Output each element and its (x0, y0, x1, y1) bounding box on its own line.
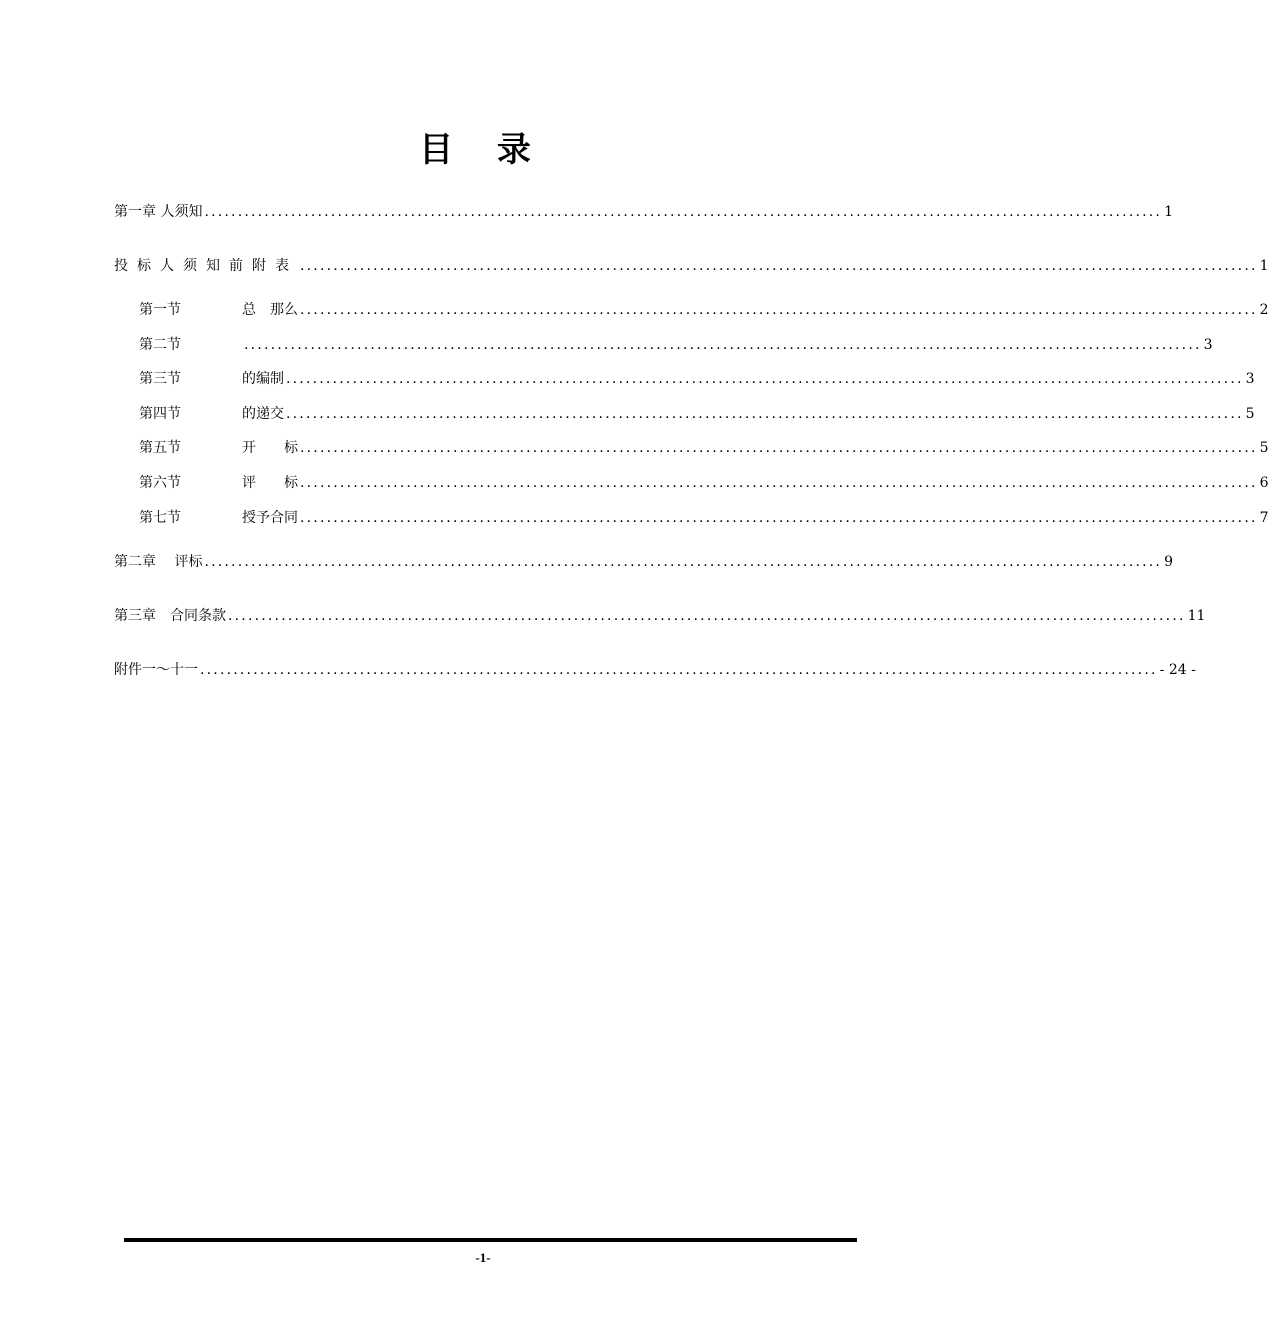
toc-section-title: 的编制 (242, 371, 284, 387)
toc-leader-dots: ................................................................................................................................................ (286, 406, 1244, 422)
toc-entry-chapter-2[interactable] (114, 551, 1174, 573)
toc-entry-label: 第三章 合同条款 (114, 608, 226, 624)
toc-entry-page: 5 (1259, 440, 1269, 456)
toc-entry-page: - 24 - (1159, 662, 1196, 678)
toc-entry-label: 第二章 评标 (114, 554, 203, 570)
toc-leader-dots: ................................................................................................................................................ (300, 475, 1258, 491)
toc-entry-page: 11 (1187, 608, 1206, 624)
toc-entry-page: 5 (1245, 406, 1255, 422)
toc-leader-dots: ................................................................................................................................................ (300, 510, 1258, 526)
toc-entry-page: 3 (1245, 371, 1255, 387)
toc-leader-dots: ................................................................................................................................................ (204, 554, 1163, 570)
toc-entry-section-7[interactable] (139, 507, 1269, 529)
toc-leader-dots: ................................................................................................................................................ (228, 608, 1186, 624)
toc-entry-page: 2 (1259, 302, 1269, 318)
toc-leader-dots: ................................................................................................................................................ (244, 337, 1202, 353)
toc-entry-section-6[interactable] (139, 472, 1269, 494)
footer-page-number: -1- (475, 1250, 491, 1265)
toc-entry-section-4[interactable] (139, 403, 1255, 425)
toc-section-number: 第五节 (139, 440, 181, 456)
toc-section-title: 授予合同 (242, 510, 298, 526)
toc-entry-chapter-1[interactable] (114, 201, 1174, 223)
toc-leader-dots: ................................................................................................................................................ (200, 662, 1158, 678)
toc-entry-appendix-table[interactable] (114, 255, 1269, 277)
page-title: 目 录 (419, 130, 547, 170)
toc-leader-dots: ................................................................................................................................................ (286, 371, 1244, 387)
toc-section-title: 总 那么 (242, 302, 298, 318)
toc-leader-dots: ................................................................................................................................................ (300, 258, 1258, 274)
toc-section-number: 第一节 (139, 302, 181, 318)
footer-divider (124, 1238, 857, 1242)
toc-entry-section-2[interactable] (139, 334, 1213, 356)
toc-entry-section-5[interactable] (139, 437, 1269, 459)
toc-section-title: 的递交 (242, 406, 284, 422)
toc-entry-page: 9 (1164, 554, 1174, 570)
toc-entry-attachments[interactable] (114, 659, 1196, 681)
toc-entry-page: 3 (1203, 337, 1213, 353)
toc-leader-dots: ................................................................................................................................................ (300, 440, 1258, 456)
toc-leader-dots: ................................................................................................................................................ (300, 302, 1258, 318)
toc-section-number: 第三节 (139, 371, 181, 387)
toc-entry-page: 7 (1259, 510, 1269, 526)
toc-leader-dots: ................................................................................................................................................ (204, 204, 1163, 220)
toc-entry-page: 6 (1259, 475, 1269, 491)
toc-entry-chapter-3[interactable] (114, 605, 1206, 627)
toc-section-number: 第七节 (139, 510, 181, 526)
toc-entry-label: 投标人须知前附表 (114, 258, 298, 274)
toc-entry-label: 附件一～十一 (114, 662, 198, 678)
toc-entry-section-3[interactable] (139, 368, 1255, 390)
toc-entry-label: 第一章 人须知 (114, 204, 203, 220)
toc-section-number: 第六节 (139, 475, 181, 491)
toc-entry-page: 1 (1259, 258, 1269, 274)
toc-section-title: 评 标 (242, 475, 298, 491)
toc-entry-section-1[interactable] (139, 299, 1269, 321)
toc-entry-page: 1 (1164, 204, 1174, 220)
toc-section-number: 第二节 (139, 337, 181, 353)
toc-section-title: 开 标 (242, 440, 298, 456)
toc-section-number: 第四节 (139, 406, 181, 422)
